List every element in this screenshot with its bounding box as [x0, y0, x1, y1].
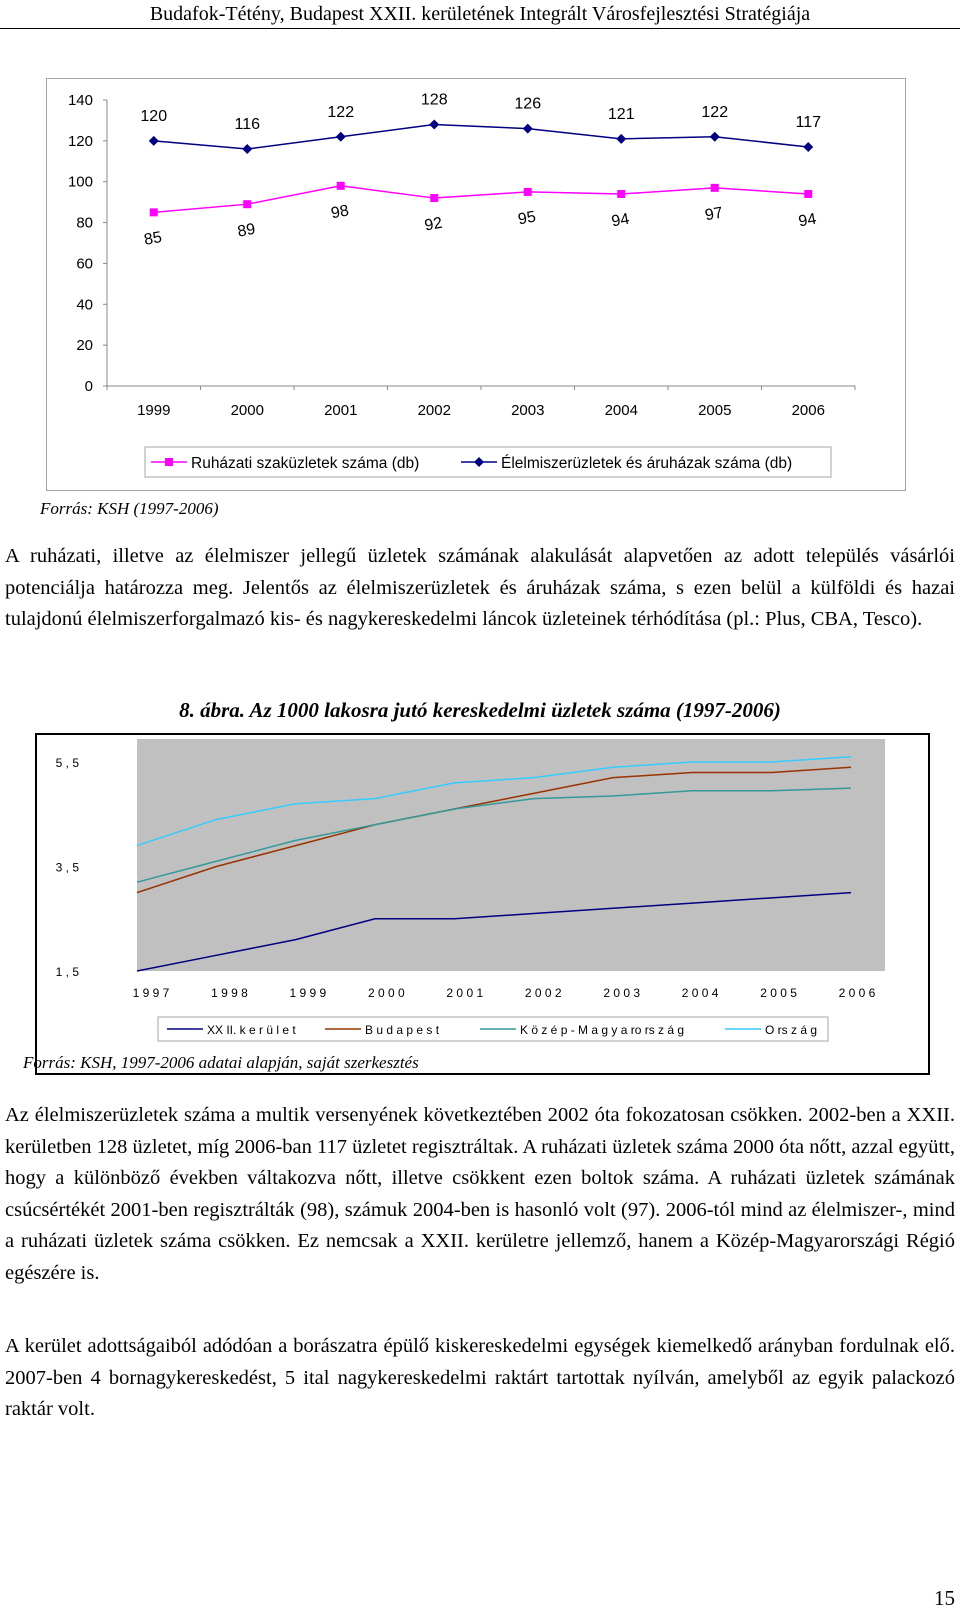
- data-point: [803, 142, 813, 152]
- data-label: 97: [703, 204, 725, 225]
- legend-label: Ruházati szaküzletek száma (db): [191, 455, 420, 472]
- data-point: [616, 134, 626, 144]
- x-tick-label: 2001: [324, 402, 358, 419]
- data-point: [430, 194, 438, 202]
- y-tick-label: 100: [67, 173, 93, 191]
- y-tick-label: 20: [76, 337, 93, 355]
- plot-area: [137, 739, 885, 971]
- legend-label: K ö z é p - M a g y a ro rs z á g: [520, 1023, 685, 1037]
- data-point: [336, 132, 346, 142]
- data-point: [710, 132, 720, 142]
- x-tick-label: 2002: [417, 402, 451, 419]
- y-tick-label: 140: [67, 92, 93, 109]
- chart2-source: Forrás: KSH, 1997-2006 adatai alapján, saját szerkesztés: [23, 1053, 419, 1072]
- data-label: 128: [420, 91, 448, 109]
- data-point: [711, 184, 719, 192]
- y-tick-label: 5 , 5: [55, 756, 79, 770]
- shop-count-chart: [46, 78, 906, 491]
- y-tick-label: 60: [76, 255, 93, 273]
- x-tick-label: 2 0 0 1: [446, 986, 484, 1000]
- x-tick-label: 1 9 9 7: [132, 986, 170, 1000]
- shop-count-chart-svg: [47, 79, 905, 490]
- data-point: [243, 200, 251, 208]
- data-point: [242, 144, 252, 154]
- paragraph-3: A kerület adottságaiból adódóan a borászatra épülő kiskereskedelmi egységek kiemelkedő arányban fordulnak elő. 2007-ben 4 bornagykereskedést, 5 ital nagykereskedelmi raktárt tartottak nyílván, amelyből az egyik palackozó raktár volt.: [5, 1335, 955, 1420]
- data-label: 122: [327, 103, 355, 121]
- x-tick-label: 2006: [791, 402, 825, 419]
- data-label: 117: [795, 113, 822, 131]
- data-label: 116: [234, 116, 261, 134]
- y-tick-label: 120: [67, 132, 93, 150]
- x-tick-label: 2000: [230, 402, 264, 419]
- data-label: 121: [607, 105, 635, 123]
- x-tick-label: 2005: [698, 402, 732, 419]
- data-label: 92: [423, 214, 444, 235]
- data-label: 94: [797, 210, 818, 231]
- header-title: Budafok-Tétény, Budapest XXII. kerületének Integrált Városfejlesztési Stratégiája: [149, 3, 811, 25]
- x-tick-label: 1 9 9 9: [289, 986, 327, 1000]
- paragraph-1: A ruházati, illetve az élelmiszer jellegű üzletek számának alakulását alapvetően az adott település vásárlói potenciálja határozza meg. Jelentős az élelmiszerüzletek és áruházak száma, s ezen belül a külföldi és hazai tulajdonú élelmiszerforgalmazó kis- és nagykereskedelmi láncok üzleteinek térhódítása (pl.: Plus, CBA, Tesco).: [5, 545, 955, 630]
- legend-label: XX II. k e r ü l e t: [207, 1023, 296, 1037]
- legend-label: B u d a p e s t: [365, 1023, 440, 1037]
- page-number: 15: [934, 1586, 955, 1610]
- x-tick-label: 2 0 0 2: [524, 986, 562, 1000]
- page-header: [0, 0, 960, 29]
- data-point: [429, 120, 439, 130]
- x-tick-label: 2 0 0 5: [760, 986, 797, 1000]
- y-tick-label: 80: [76, 214, 93, 232]
- legend-label: O rs z á g: [765, 1023, 818, 1037]
- y-tick-label: 0: [84, 378, 93, 395]
- data-label: 126: [514, 95, 542, 113]
- x-tick-label: 1999: [137, 402, 171, 419]
- legend-label: Élelmiszerüzletek és áruházak száma (db): [501, 455, 793, 472]
- data-label: 120: [140, 107, 168, 125]
- shops-per-1000-chart-svg: [37, 735, 928, 1073]
- x-tick-label: 1 9 9 8: [211, 986, 248, 1000]
- data-label: 94: [610, 210, 631, 231]
- x-tick-label: 2 0 0 6: [838, 986, 876, 1000]
- x-tick-label: 2 0 0 3: [603, 986, 641, 1000]
- x-tick-label: 2 0 0 4: [681, 986, 719, 1000]
- x-tick-label: 2004: [604, 402, 638, 419]
- paragraph-2: Az élelmiszerüzletek száma a multik versenyének következtében 2002 óta fokozatosan csökken. 2002-ben a XXII. kerületben 128 üzletet, míg 2006-ban 117 üzletet regisztráltak. A ruházati üzletek száma 2000 óta nőtt, azzal együtt, hogy a különböző években váltakozva nőtt, illetve csökkent ezen boltok száma. A ruházati üzletek számának csúcsértékét 2001-ben regisztrálták (98), számuk 2004-ben is hasonló volt (97). 2006-tól mind az élelmiszer-, mind a ruházati üzletek száma csökken. Ez nemcsak a XXII. kerületre jellemző, hanem a Közép-Magyarországi Régió egészére is.: [5, 1104, 955, 1284]
- y-tick-label: 1 , 5: [55, 965, 79, 979]
- data-point: [804, 190, 812, 198]
- data-label: 98: [329, 202, 351, 223]
- data-point: [523, 124, 533, 134]
- data-label: 85: [142, 229, 164, 249]
- data-label: 122: [701, 103, 729, 121]
- y-tick-label: 3 , 5: [55, 860, 79, 875]
- data-label: 89: [236, 220, 257, 241]
- data-point: [524, 188, 532, 196]
- chart1-source: Forrás: KSH (1997-2006): [40, 499, 219, 518]
- y-tick-label: 40: [76, 296, 93, 314]
- shops-per-1000-chart: [35, 733, 930, 1075]
- data-point: [617, 190, 625, 198]
- x-tick-label: 2003: [511, 402, 545, 419]
- legend-marker: [165, 458, 173, 466]
- x-tick-label: 2 0 0 0: [367, 986, 405, 1000]
- figure-caption: 8. ábra. Az 1000 lakosra jutó kereskedelmi üzletek száma (1997-2006): [179, 698, 781, 722]
- data-point: [150, 208, 158, 216]
- legend-marker: [474, 457, 484, 467]
- data-point: [337, 182, 345, 190]
- data-label: 95: [516, 208, 538, 229]
- data-point: [149, 136, 159, 146]
